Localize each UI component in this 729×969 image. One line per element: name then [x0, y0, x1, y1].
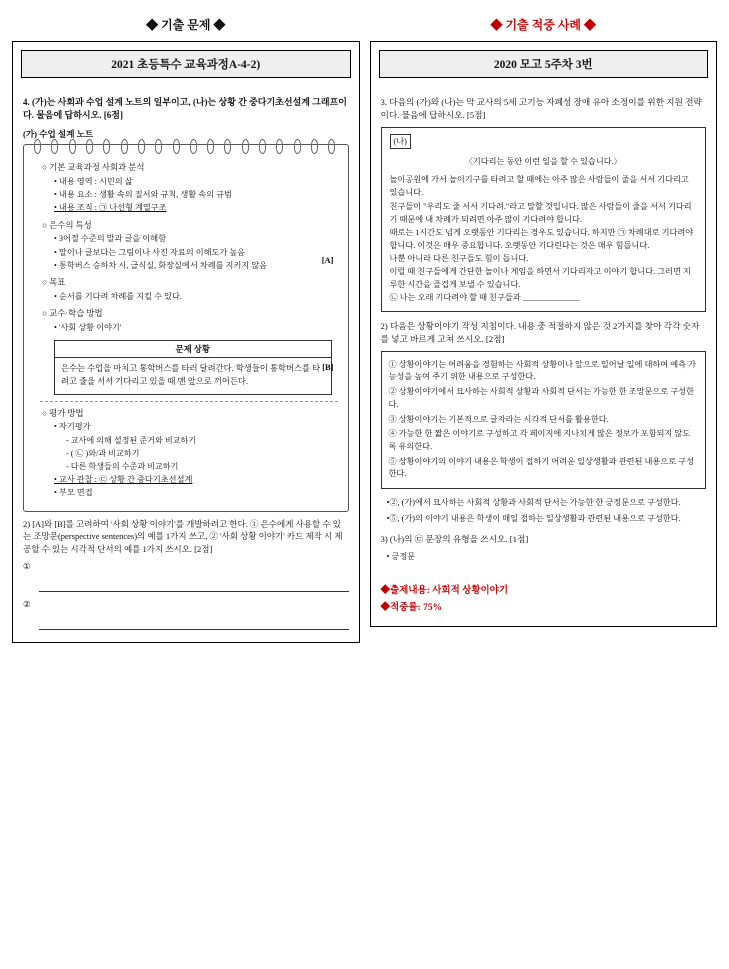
- right-title-box: 2020 모고 5주차 3번: [379, 50, 709, 78]
- note-item: • 내용 영역 : 시민의 삶: [54, 176, 133, 186]
- passage-na-line: 놀이공원에 가서 놀이기구를 타려고 할 때에는 아주 많은 사람들이 줄을 서서 기다리고 있습니다.: [389, 175, 689, 198]
- problem-situation-text: 은수는 수업을 마치고 통학버스를 타러 달려간다. 학생들이 통학버스를 타려고 줄을 서서 기다리고 있을 때 맨 앞으로 끼어든다.: [61, 363, 321, 386]
- passage-na-line: 나뿐 아니라 다른 친구들도 힘이 듭니다.: [389, 254, 529, 264]
- note-item: • 부모 면접: [54, 488, 93, 498]
- option-item: ③ 상황이야기는 기본적으로 글자라는 시각적 단서를 활용한다.: [388, 414, 609, 424]
- left-ga-label: (가) 수업 설계 노트: [23, 129, 94, 140]
- exam-topic-line: ◆출제내용: 사회적 상황이야기: [380, 586, 509, 597]
- note-item-text: • 통학버스 승하차 시, 급식실, 화장실에서 차례를 지키지 않음: [54, 260, 268, 270]
- option-item: ② 상황이야기에서 묘사하는 사회적 상황과 사회적 단서는 가능한 한 조망문으로 구성한다.: [388, 387, 694, 409]
- note-item: • '사회 상황 이야기': [54, 322, 122, 332]
- note-item: [54, 254, 338, 272]
- note-item: • 순서를 기다려 차례를 지킬 수 있다.: [54, 291, 182, 301]
- answer-slot-2: [23, 594, 349, 630]
- note-section-title: ○ 목표: [42, 278, 66, 288]
- option-item: ① 상황이야기는 어려움을 경험하는 사회적 상황이나 앞으로 일어날 일에 대하여 예측 가능성을 높여 주기 위한 내용으로 구성한다.: [388, 359, 697, 382]
- right-subquestion-3-answer: • 긍정문: [386, 552, 416, 562]
- design-note-card: [23, 144, 349, 511]
- left-panel-body: [13, 88, 359, 642]
- answer-number: ①: [23, 560, 31, 571]
- note-item: - 교사에 의해 설정된 준거와 비교하기: [66, 435, 197, 445]
- hit-rate-line: ◆적중률: 75%: [380, 603, 443, 614]
- note-section-title: ○ 평가 방법: [42, 408, 84, 418]
- left-question-head: 4. (가)는 사회과 수업 설계 노트의 일부이고, (나)는 상황 간 중다기초선설계 그래프이다. 물음에 답하시오. [6점]: [23, 97, 347, 121]
- note-item: • 내용 조직 : ㉠ 나선형 계열구조: [54, 203, 167, 213]
- problem-situation-box: [54, 340, 332, 395]
- answer-slot-1: [23, 556, 349, 592]
- note-section-title: ○ 은수의 특성: [42, 220, 92, 230]
- note-item: - ( ㉡ )와/과 비교하기: [66, 448, 140, 458]
- right-question-head: 3. 다음의 (가)와 (나)는 막 교사의 5세 고기능 자폐성 장애 유아 소정이를 위한 지원 전략이다. 물음에 답하시오. [5점]: [380, 97, 702, 121]
- two-column-layout: [12, 10, 717, 643]
- right-column: [370, 10, 718, 627]
- problem-situation-caption: 문제 상황: [55, 341, 331, 358]
- left-column-header: ◆ 기출 문제 ◆: [146, 18, 226, 32]
- left-column: [12, 10, 360, 643]
- answer-line[interactable]: [39, 578, 349, 592]
- option-item: ⑤ 상황이야기의 이야기 내용은 학생이 접하기 어려운 일상생활과 관련된 내용으로 구성한다.: [388, 456, 694, 479]
- note-item: • 자기평가: [54, 422, 91, 432]
- note-item: - 다른 학생들의 수준과 비교하기: [66, 461, 179, 471]
- right-subquestion-2-head: 2) 다음은 상황이야기 작성 지침이다. 내용 중 적절하지 않은 것 2가지를 찾아 각각 숫자를 넣고 바르게 고쳐 쓰시오. [2점]: [380, 320, 700, 344]
- note-divider: [40, 401, 338, 402]
- note-section-title: ○ 기본 교육과정 사회과 분석: [42, 163, 145, 173]
- passage-na-line: 때로는 1시간도 넘게 오랫동안 기다리는 경우도 있습니다. 하지만 ㉠ 차례대로 기다려야 합니다. 이것은 매우 중요합니다. 오랫동안 기다린다는 것은 매우 힘듭니다.: [389, 227, 694, 250]
- options-box: [381, 351, 707, 489]
- spiral-binding-icon: [34, 139, 336, 153]
- note-section-title: ○ 교수·학습 방법: [42, 309, 103, 318]
- tag-b: [B]: [322, 361, 334, 372]
- right-column-header: ◆ 기출 적중 사례 ◆: [490, 18, 597, 32]
- passage-na-line: 이럴 때 친구들에게 간단한 놀이나 게임을 하면서 기다리자고 이야기 합니다. 그러면 지루한 시간을 즐겁게 보낼 수 있습니다.: [389, 267, 691, 290]
- answer-note: •②, (가)에서 묘사하는 사회적 상황과 사회적 단서는 가능한 한 긍정문으로 구성한다.: [386, 498, 681, 508]
- passage-na-box: [381, 127, 707, 312]
- left-subquestion-2: 2) [A]와 [B]를 고려하여 '사회 상황 이야기'를 개발하려고 한다. ① 은수에게 사용할 수 있는 조망문(perspective sentences)의 예를 1가지 쓰고, ② '사회 상황 이야기' 카드 제작 시 제공할 수 있는 시각적 단서의 예를 1가지 쓰시오. [2점]: [23, 518, 343, 555]
- answer-note: •⑤, (가)의 이야기 내용은 학생이 매일 접하는 일상생활과 관련된 내용으로 구성한다.: [386, 513, 681, 523]
- answer-number: ②: [23, 598, 31, 609]
- left-title-box: 2021 초등특수 교육과정A-4-2): [21, 50, 351, 78]
- option-item: ④ 가능한 한 짧은 이야기로 구성하고 각 페이지에 지나치게 많은 정보가 포함되지 않도록 유의한다.: [388, 429, 691, 451]
- note-item: • 내용 요소 : 생활 속의 질서와 규칙, 생활 속의 규범: [54, 190, 232, 199]
- note-item: • 말이나 글보다는 그림이나 사진 자료의 이해도가 높음: [54, 247, 246, 257]
- passage-na-line: 친구들이 "우리도 줄 서서 기다려."라고 말할 것입니다. 많은 사람들이 줄을 서서 기다리기 때문에 내 차례가 되려면 아주 많이 기다려야 합니다.: [389, 201, 692, 224]
- passage-na-line: 〈기다리는 동안 이런 일을 할 수 있습니다.〉: [464, 157, 622, 167]
- note-item: • 교사 관찰 : ㉢ 상황 간 중다기초선설계: [54, 474, 193, 484]
- right-subquestion-3: 3) (나)의 ㉢ 문장의 유형을 쓰시오. [1점]: [380, 534, 529, 545]
- left-panel: [12, 41, 360, 643]
- note-item: • 3어절 수준의 말과 글을 이해함: [54, 234, 167, 244]
- tag-a: [A]: [321, 254, 334, 265]
- answer-line[interactable]: [39, 616, 349, 630]
- passage-na-tag: (나): [390, 134, 411, 149]
- right-panel: [370, 41, 718, 627]
- passage-na-line: ㉡ 나는 오래 기다려야 할 때 친구들과 ______________: [389, 293, 581, 303]
- right-panel-body: [371, 88, 717, 626]
